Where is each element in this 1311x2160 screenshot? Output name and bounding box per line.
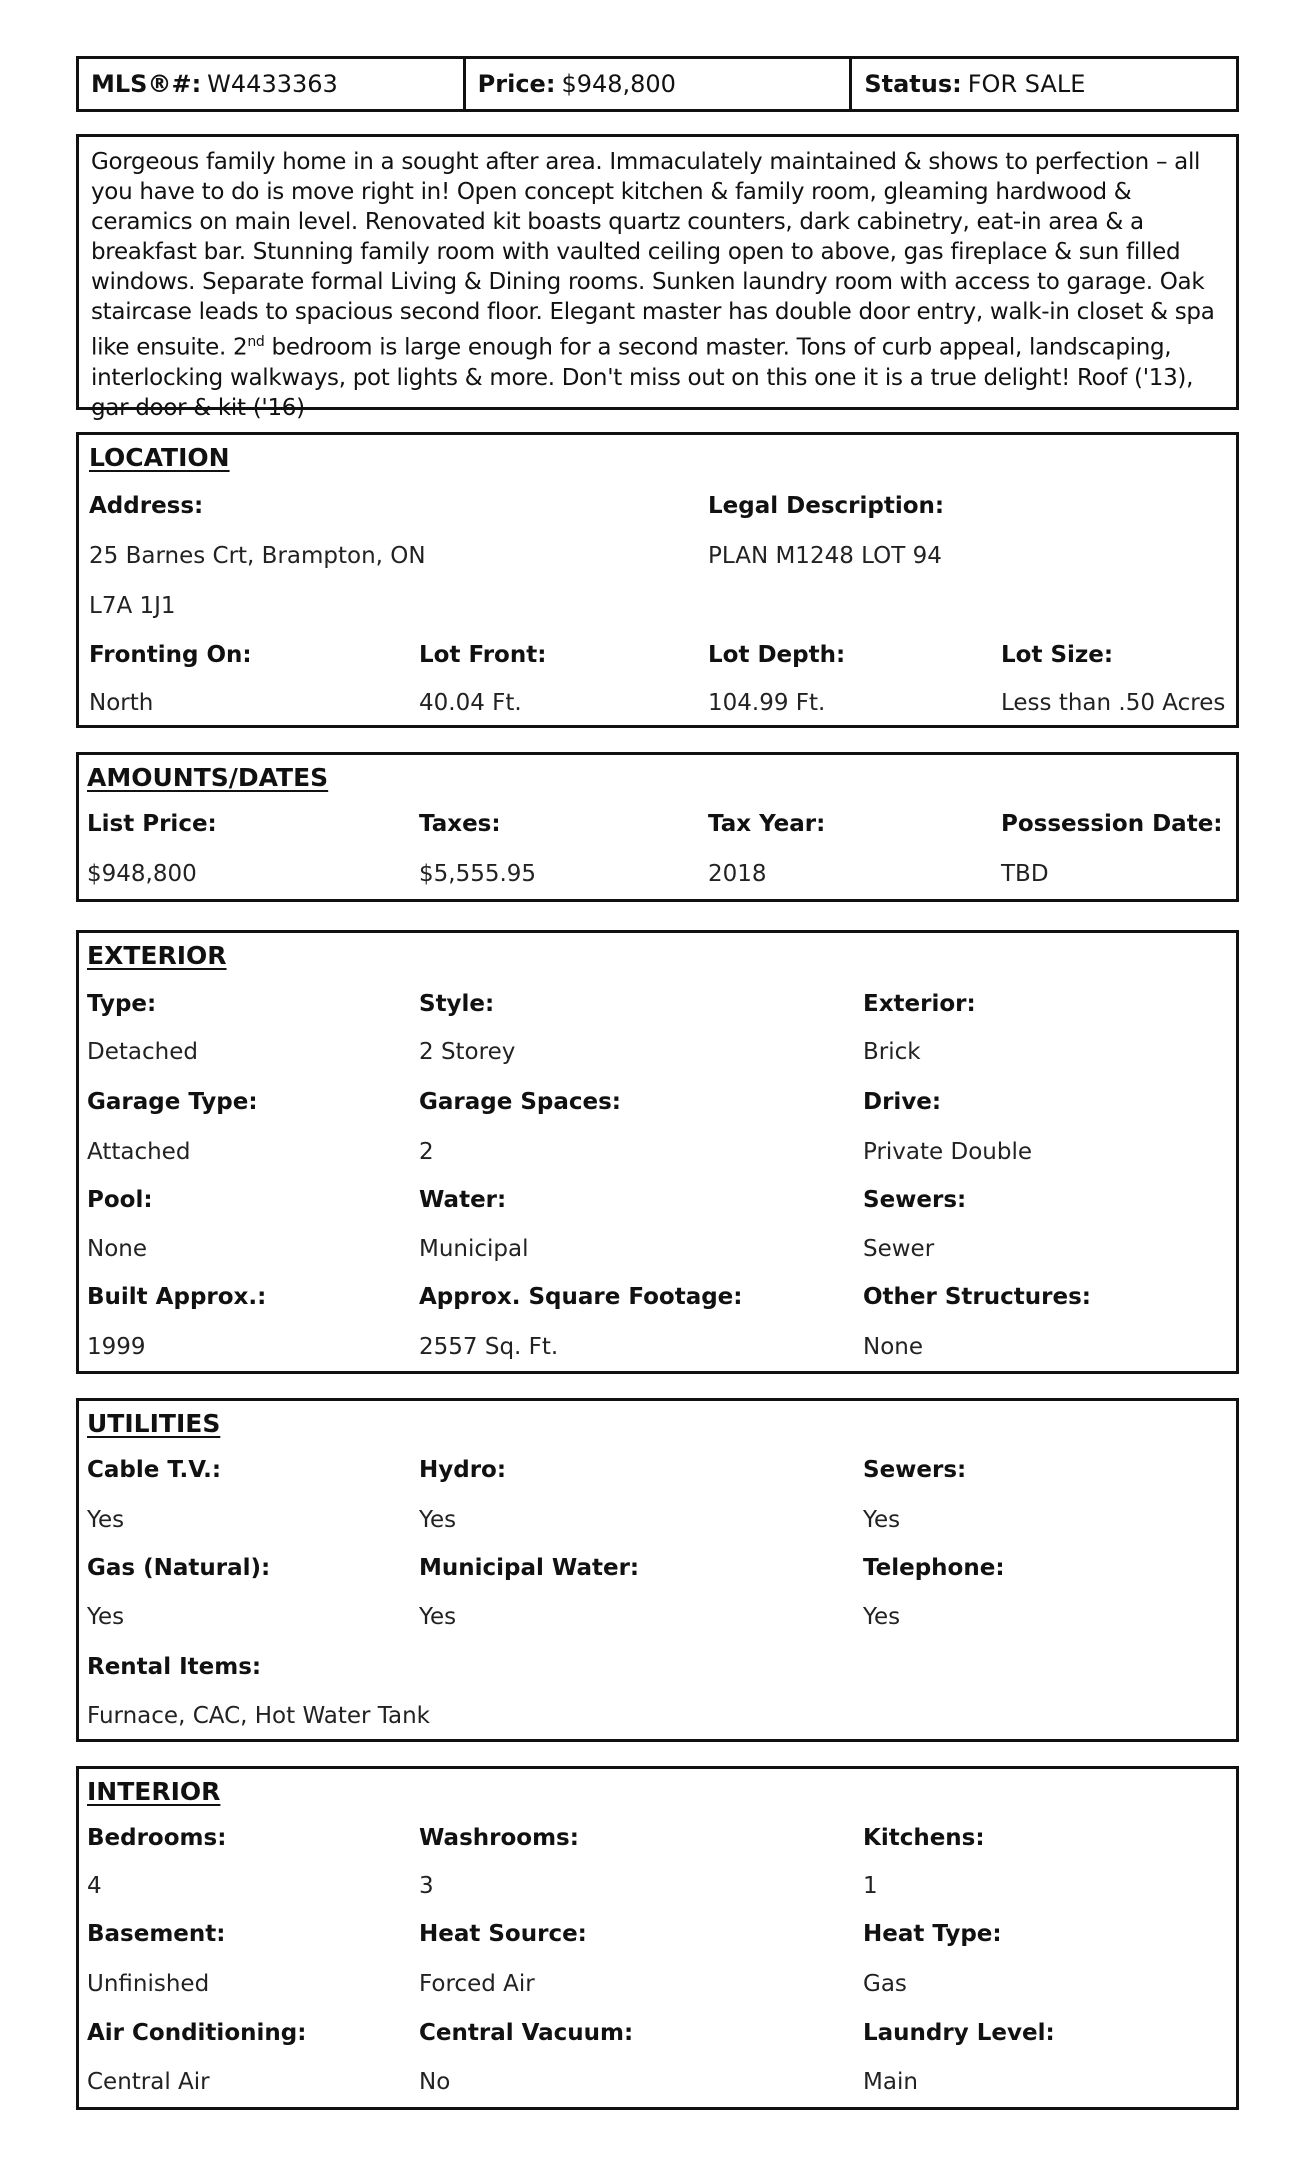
interior-title: INTERIOR [87, 1777, 221, 1806]
style-label: Style: [419, 991, 495, 1017]
telephone-label: Telephone: [863, 1555, 1005, 1581]
other-structures-label: Other Structures: [863, 1284, 1091, 1310]
other-structures-value: None [863, 1334, 924, 1360]
garage-spaces-label: Garage Spaces: [419, 1089, 622, 1115]
util-sewers-label: Sewers: [863, 1457, 967, 1483]
mls-cell [79, 59, 466, 109]
exterior-section [76, 930, 1239, 1374]
muni-water-value: Yes [419, 1604, 457, 1630]
style-value: 2 Storey [419, 1039, 516, 1065]
price-label: Price: [477, 70, 556, 98]
description-part1: Gorgeous family home in a sought after area. Immaculately maintained & shows to perfection – all you have to do is move right in! Open concept kitchen & family room, gleaming hardwood & ceramics on main level. Renovated kit boasts quartz counters, dark cabinetry, eat-in area & a breakfast bar. Stunning family room with vaulted ceiling open to above, gas fireplace & sun filled windows. Separate formal Living & Dining rooms. Sunken laundry room with access to garage. Oak staircase leads to spacious second floor. Elegant master has double door entry, walk-in closet & spa like ensuite. 2 [91, 149, 1215, 361]
vacuum-value: No [419, 2069, 451, 2095]
list-price-value: $948,800 [87, 861, 197, 887]
exterior-label: Exterior: [863, 991, 976, 1017]
list-price-label: List Price: [87, 811, 217, 837]
tax-year-label: Tax Year: [708, 811, 826, 837]
taxes-value: $5,555.95 [419, 861, 537, 887]
hydro-label: Hydro: [419, 1457, 507, 1483]
address-line2: L7A 1J1 [89, 593, 176, 619]
pool-label: Pool: [87, 1187, 153, 1213]
location-section [76, 432, 1239, 728]
legal-label: Legal Description: [708, 493, 945, 519]
amounts-section [76, 752, 1239, 902]
lot-size-value: Less than .50 Acres [1001, 690, 1226, 716]
gas-label: Gas (Natural): [87, 1555, 271, 1581]
amounts-title: AMOUNTS/DATES [87, 763, 329, 792]
vacuum-label: Central Vacuum: [419, 2020, 634, 2046]
drive-value: Private Double [863, 1139, 1032, 1165]
ac-label: Air Conditioning: [87, 2020, 307, 2046]
ac-value: Central Air [87, 2069, 210, 2095]
pool-value: None [87, 1236, 148, 1262]
type-label: Type: [87, 991, 157, 1017]
status-value: FOR SALE [967, 70, 1086, 98]
address-label: Address: [89, 493, 204, 519]
heat-type-value: Gas [863, 1971, 907, 1997]
garage-type-value: Attached [87, 1139, 191, 1165]
washrooms-value: 3 [419, 1873, 434, 1899]
description-part2: bedroom is large enough for a second master. Tons of curb appeal, landscaping, interlocking walkways, pot lights & more. Don't miss out on this one it is a true delight! Roof ('13), gar door & kit ('16) [91, 334, 1194, 421]
description-text [91, 147, 1224, 423]
utilities-title: UTILITIES [87, 1409, 221, 1438]
exterior-value: Brick [863, 1039, 921, 1065]
cable-value: Yes [87, 1507, 125, 1533]
status-label: Status: [864, 70, 962, 98]
hydro-value: Yes [419, 1507, 457, 1533]
utilities-section [76, 1398, 1239, 1742]
garage-spaces-value: 2 [419, 1139, 434, 1165]
muni-water-label: Municipal Water: [419, 1555, 640, 1581]
mls-value: W4433363 [207, 70, 338, 98]
exterior-title: EXTERIOR [87, 941, 227, 970]
legal-value: PLAN M1248 LOT 94 [708, 543, 942, 569]
lot-depth-value: 104.99 Ft. [708, 690, 826, 716]
fronting-value: North [89, 690, 154, 716]
heat-source-label: Heat Source: [419, 1921, 587, 1947]
built-value: 1999 [87, 1334, 146, 1360]
built-label: Built Approx.: [87, 1284, 267, 1310]
lot-size-label: Lot Size: [1001, 642, 1114, 668]
ext-sewers-value: Sewer [863, 1236, 935, 1262]
lot-front-label: Lot Front: [419, 642, 547, 668]
gas-value: Yes [87, 1604, 125, 1630]
kitchens-label: Kitchens: [863, 1825, 985, 1851]
status-cell [852, 59, 1236, 109]
kitchens-value: 1 [863, 1873, 878, 1899]
ext-sewers-label: Sewers: [863, 1187, 967, 1213]
lot-front-value: 40.04 Ft. [419, 690, 522, 716]
description-sup: nd [247, 334, 265, 350]
basement-value: Unfinished [87, 1971, 210, 1997]
possession-value: TBD [1001, 861, 1049, 887]
tax-year-value: 2018 [708, 861, 767, 887]
bedrooms-value: 4 [87, 1873, 102, 1899]
bedrooms-label: Bedrooms: [87, 1825, 227, 1851]
interior-section [76, 1766, 1239, 2110]
sqft-value: 2557 Sq. Ft. [419, 1334, 559, 1360]
sqft-label: Approx. Square Footage: [419, 1284, 743, 1310]
address-line1: 25 Barnes Crt, Brampton, ON [89, 543, 426, 569]
water-value: Municipal [419, 1236, 529, 1262]
description-box [76, 134, 1239, 421]
listing-header [76, 56, 1239, 112]
location-title: LOCATION [89, 443, 230, 472]
laundry-value: Main [863, 2069, 918, 2095]
util-sewers-value: Yes [863, 1507, 901, 1533]
laundry-label: Laundry Level: [863, 2020, 1055, 2046]
rental-label: Rental Items: [87, 1654, 262, 1680]
rental-value: Furnace, CAC, Hot Water Tank [87, 1703, 430, 1729]
price-value: $948,800 [561, 70, 676, 98]
lot-depth-label: Lot Depth: [708, 642, 846, 668]
telephone-value: Yes [863, 1604, 901, 1630]
drive-label: Drive: [863, 1089, 942, 1115]
possession-label: Possession Date: [1001, 811, 1223, 837]
mls-label: MLS®#: [91, 70, 202, 98]
heat-source-value: Forced Air [419, 1971, 535, 1997]
type-value: Detached [87, 1039, 198, 1065]
basement-label: Basement: [87, 1921, 226, 1947]
washrooms-label: Washrooms: [419, 1825, 579, 1851]
taxes-label: Taxes: [419, 811, 501, 837]
water-label: Water: [419, 1187, 507, 1213]
price-cell [466, 59, 853, 109]
garage-type-label: Garage Type: [87, 1089, 258, 1115]
fronting-label: Fronting On: [89, 642, 252, 668]
cable-label: Cable T.V.: [87, 1457, 222, 1483]
heat-type-label: Heat Type: [863, 1921, 1002, 1947]
